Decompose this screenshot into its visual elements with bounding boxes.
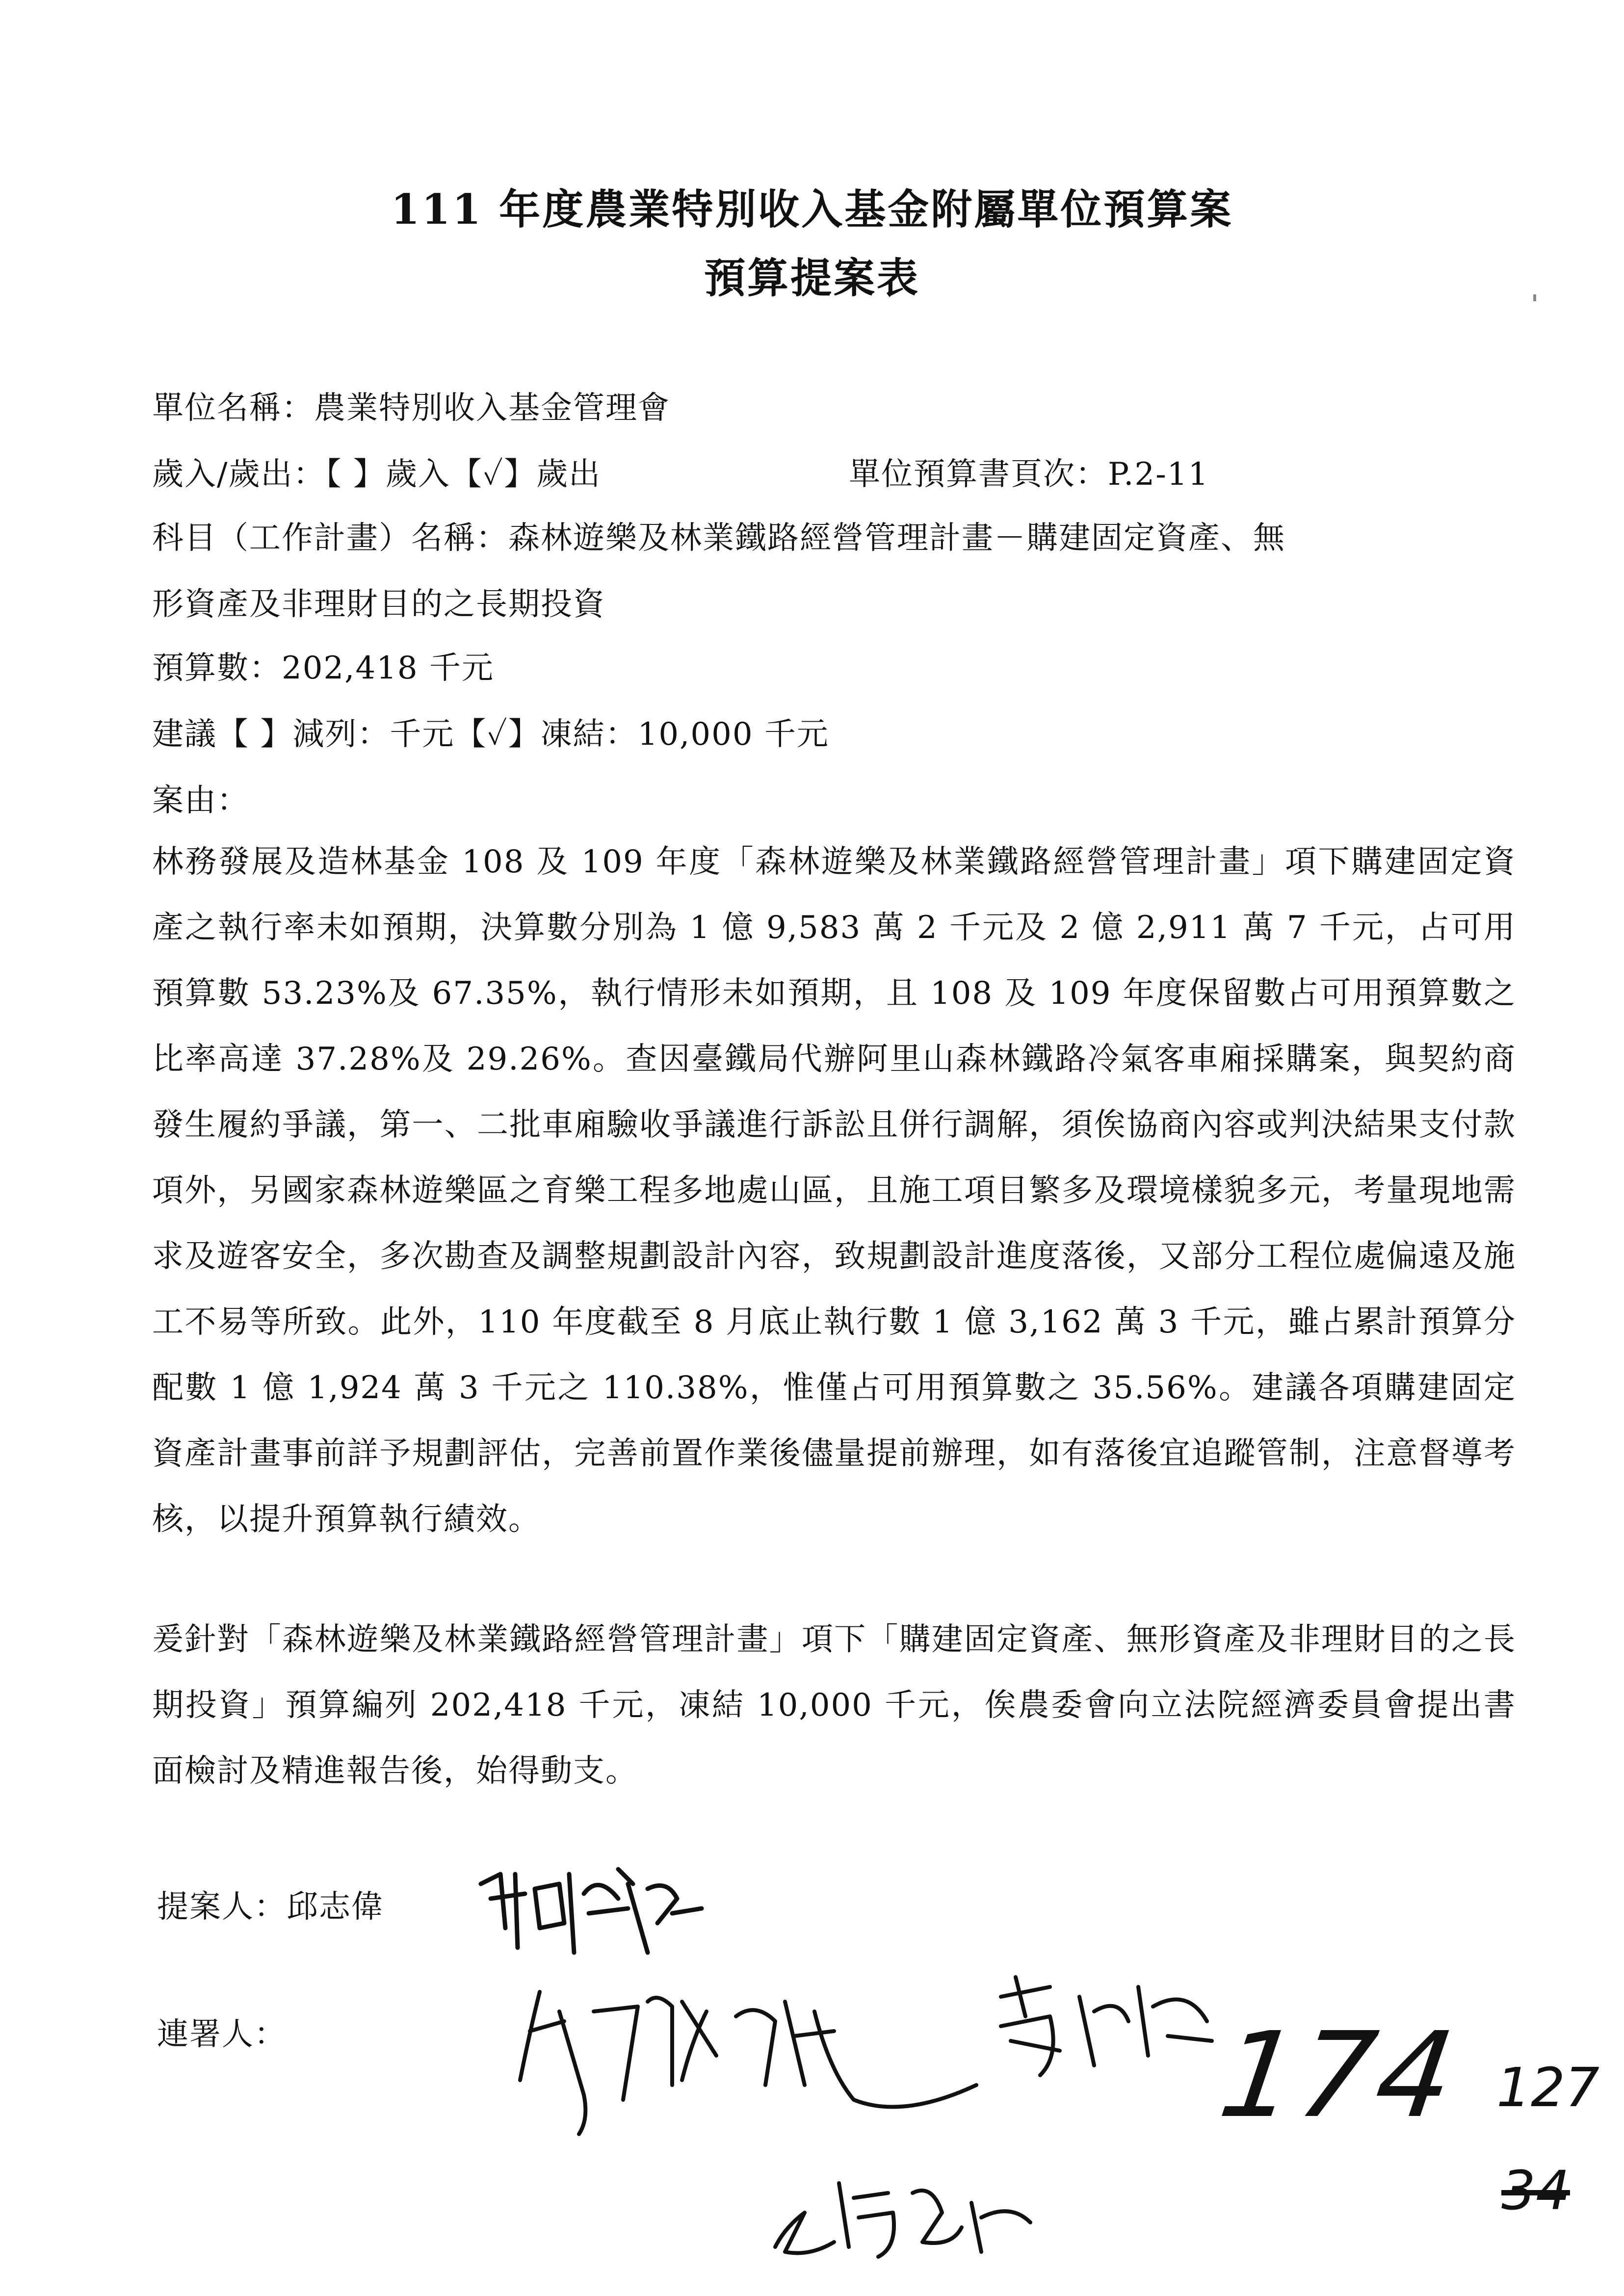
suggestion-field: 建議【 】減列：千元【✓】凍結：10,000 千元 — [152, 716, 829, 753]
document-subtitle: 預算提案表 — [704, 254, 920, 302]
reason-paragraph-2: 爰針對「森林遊樂及林業鐵路經營管理計畫」項下「購建固定資產、無形資產及非理財目的之長期投資」預算編列 202,418 千元，凍結 10,000 千元，俟農委會向立法院經濟委員會提出書面檢討及精進報告後，始得動支。 — [152, 1621, 1516, 1789]
income-expense-field: 歲入/歲出：【 】歲入【✓】歲出 — [152, 456, 602, 493]
subject-name-line1: 科目（工作計畫）名稱：森林遊樂及林業鐵路經營管理計畫－購建固定資產、無 — [152, 520, 1285, 556]
cosigner-label: 連署人： — [157, 2016, 287, 2053]
cosigner-signature-2 — [981, 1967, 1227, 2095]
scan-speck — [1533, 294, 1536, 301]
cosigner-signature-3 — [765, 2154, 1040, 2267]
reason-label: 案由： — [152, 783, 249, 819]
reason-paragraph-1: 林務發展及造林基金 108 及 109 年度「森林遊樂及林業鐵路經營管理計畫」項下購建固定資產之執行率未如預期，決算數分別為 1 億 9,583 萬 2 千元及 2 億 2,911 萬 7 千元，占可用預算數 53.23%及 67.35%，執行情形未如預期，且 108 及 109 年度保留數占可用預算數之比率高達 37.28%及 29.26%。查因臺鐵局代辦阿里山森林鐵路冷氣客車廂採購案，與契約商發生履約爭議，第一、二批車廂驗收爭議進行訴訟且併行調解，須俟協商內容或判決結果支付款項外，另國家森林遊樂區之育樂工程多地處山區，且施工項目繁多及環境樣貌多元，考量現地需求及遊客安全，多次勘查及調整規劃設計內容，致規劃設計進度落後，又部分工程位處偏遠及施工不易等所致。此外，110 年度截至 8 月底止執行數 1 億 3,162 萬 3 千元，雖占累計預算分配數 1 億 1,924 萬 3 千元之 110.38%，惟僅占可用預算數之 35.56%。建議各項購建固定資產計畫事前詳予規劃評估，完善前置作業後儘量提前辦理，如有落後宜追蹤管制，注意督導考核，以提升預算執行績效。 — [152, 844, 1516, 1538]
handwritten-number-struck: 34 — [1501, 2159, 1570, 2222]
budget-book-page: 單位預算書頁次：P.2-11 — [849, 456, 1209, 493]
budget-amount: 預算數：202,418 千元 — [152, 650, 494, 686]
proposer-label: 提案人：邱志偉 — [157, 1889, 384, 1925]
handwritten-number-top: 127 — [1496, 2056, 1599, 2119]
handwritten-number-main: 174 — [1212, 2007, 1465, 2144]
cosigner-signature-1 — [510, 1972, 1001, 2149]
unit-name: 單位名稱：農業特別收入基金管理會 — [152, 390, 670, 426]
document-title: 111 年度農業特別收入基金附屬單位預算案 — [391, 185, 1233, 234]
proposer-signature — [471, 1854, 707, 1967]
subject-name-line2: 形資產及非理財目的之長期投資 — [152, 586, 605, 623]
